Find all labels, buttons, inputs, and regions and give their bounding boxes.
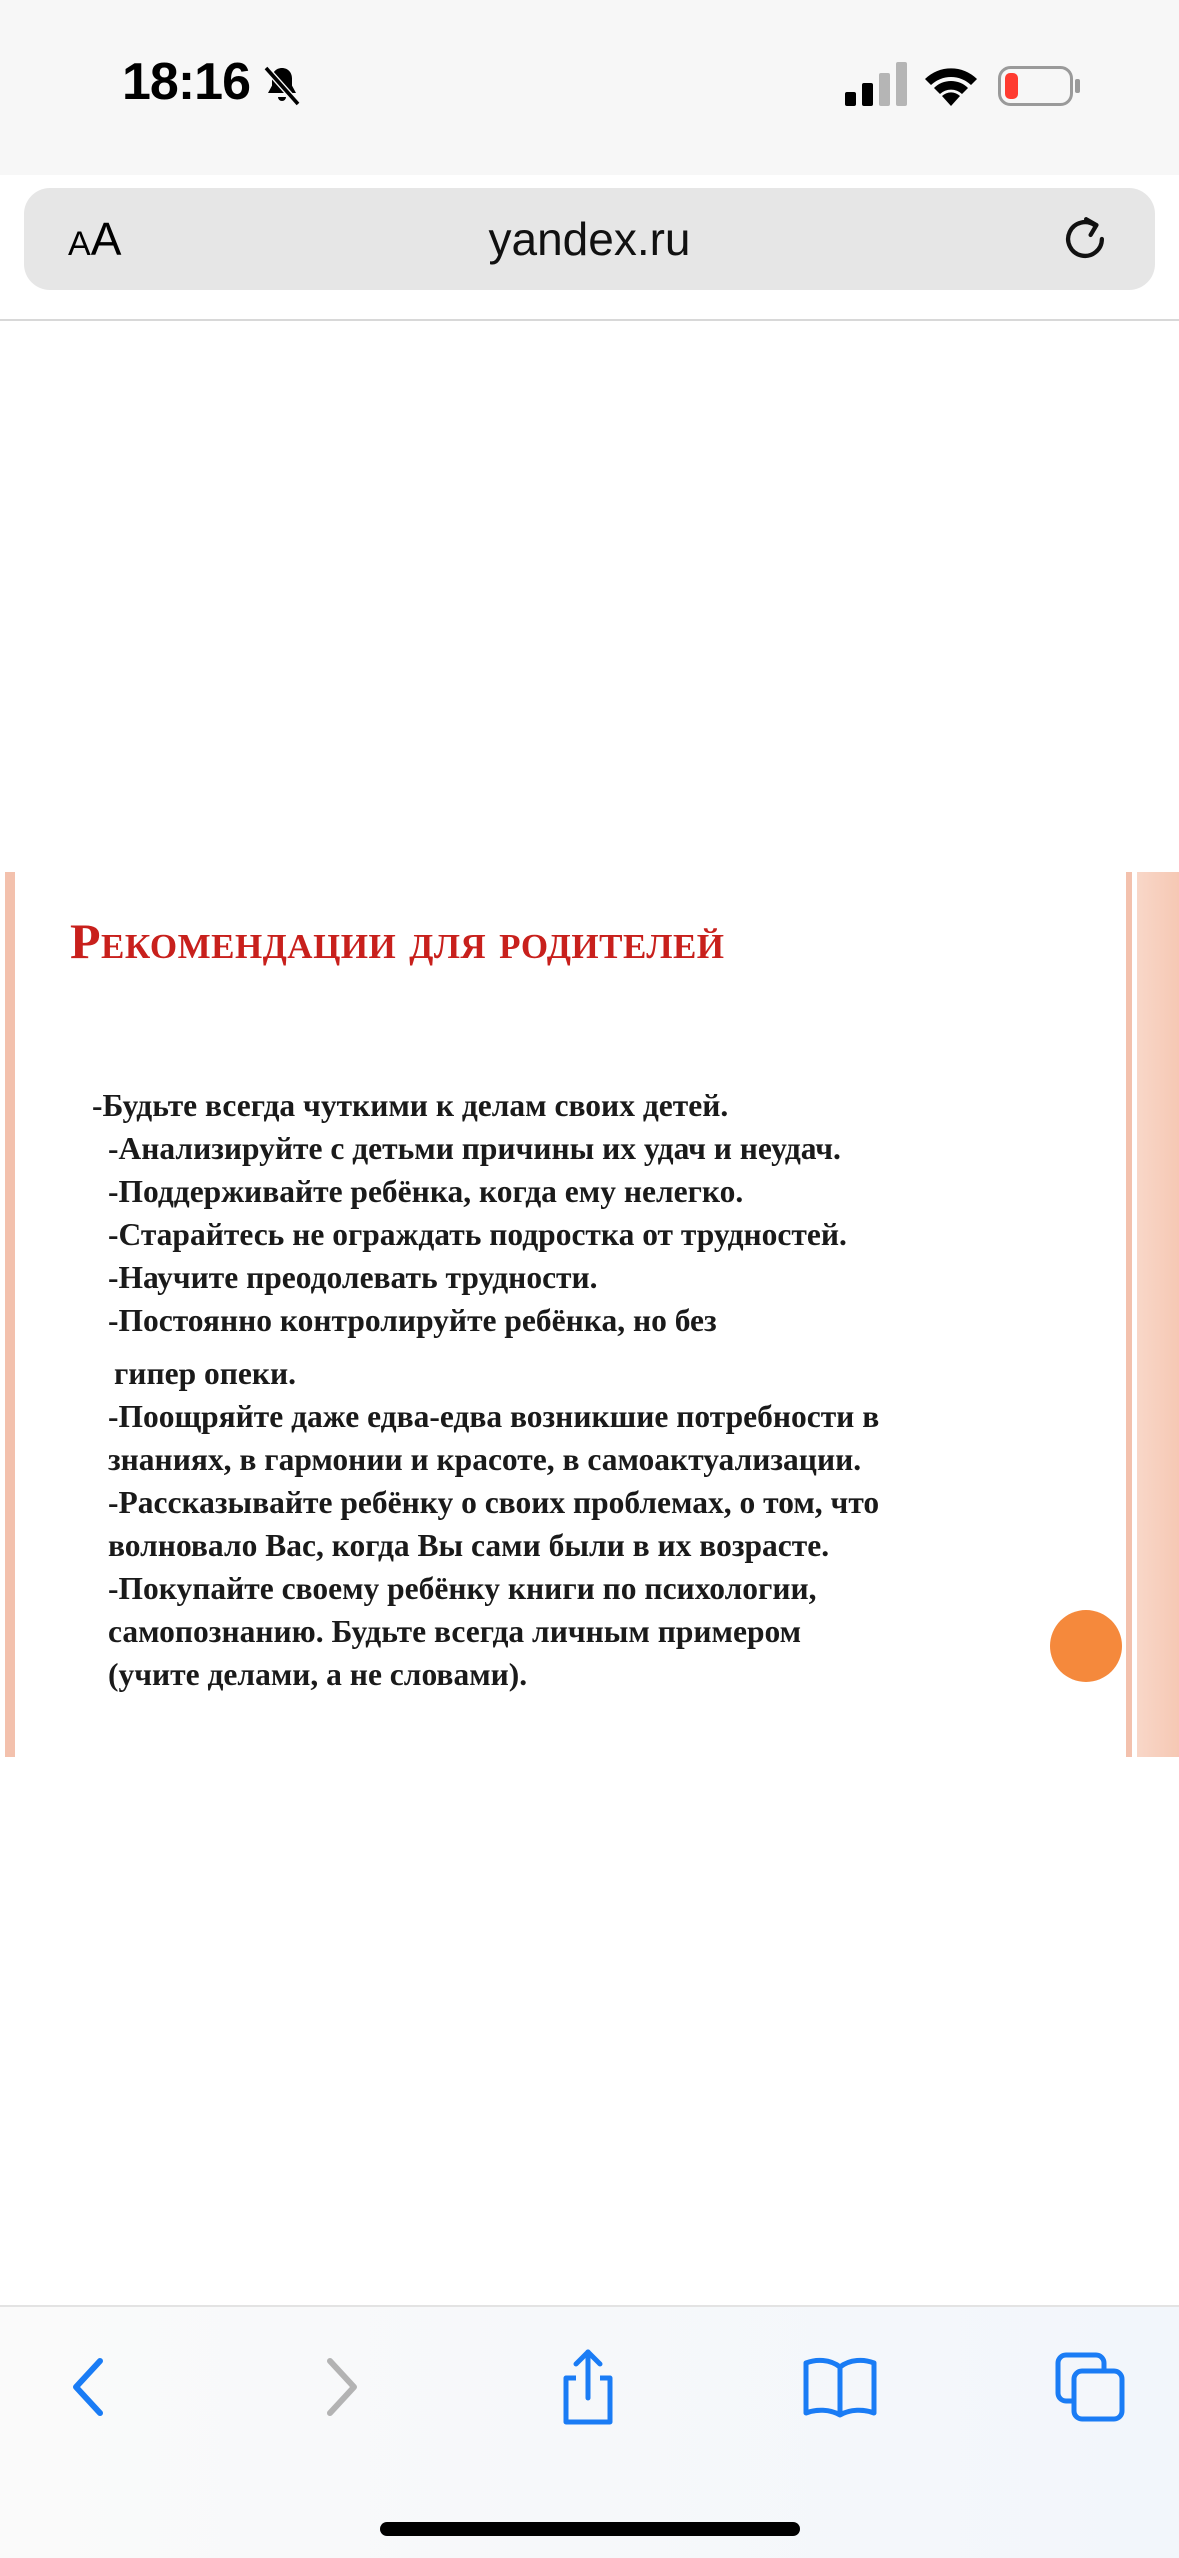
slide-line: волновало Вас, когда Вы сами были в их возрасте.	[108, 1528, 830, 1563]
status-time: 18:16	[122, 53, 250, 111]
back-button[interactable]	[48, 2347, 128, 2427]
bookmarks-button[interactable]	[800, 2347, 880, 2427]
address-bar[interactable]	[24, 188, 1155, 290]
signal-icon	[845, 62, 907, 106]
forward-button[interactable]	[302, 2347, 382, 2427]
slide-line: -Покупайте своему ребёнку книги по психологии,	[108, 1571, 817, 1606]
slide-line: -Научите преодолевать трудности.	[108, 1260, 598, 1295]
slide-image	[0, 872, 1179, 1757]
divider	[0, 319, 1179, 321]
tabs-icon	[1054, 2351, 1126, 2423]
slide-line: -Старайтесь не ограждать подростка от трудностей.	[108, 1217, 847, 1252]
slide-line: (учите делами, а не словами).	[108, 1657, 528, 1692]
slide-right-stripe	[1126, 872, 1132, 1757]
tabs-button[interactable]	[1050, 2347, 1130, 2427]
forward-icon	[320, 2355, 364, 2419]
slide-decor-dot	[1050, 1610, 1122, 1682]
slide-right-band	[1137, 872, 1179, 1757]
slide-line: самопознанию. Будьте всегда личным примером	[108, 1614, 802, 1649]
home-indicator[interactable]	[380, 2522, 800, 2536]
reload-icon[interactable]	[1058, 212, 1112, 266]
slide-left-stripe	[5, 872, 15, 1757]
slide-line: -Поощряйте даже едва-едва возникшие потребности в	[108, 1399, 880, 1434]
slide-body	[92, 1084, 1016, 1696]
share-button[interactable]	[548, 2347, 628, 2427]
bottom-toolbar	[0, 2305, 1179, 2558]
slide-line: -Поддерживайте ребёнка, когда ему нелегко.	[108, 1174, 744, 1209]
slide-line: знаниях, в гармонии и красоте, в самоактуализации.	[108, 1442, 862, 1477]
bell-slash-icon	[258, 62, 306, 110]
url-text[interactable]: yandex.ru	[488, 213, 691, 265]
share-icon	[556, 2348, 620, 2426]
slide-title: Рекомендации для родителей	[70, 913, 725, 969]
bookmarks-icon	[802, 2355, 878, 2419]
slide-line: -Анализируйте с детьми причины их удач и неудач.	[108, 1131, 841, 1166]
wifi-icon	[922, 60, 980, 106]
slide-line: -Рассказывайте ребёнку о своих проблемах, о том, что	[108, 1485, 880, 1520]
status-bar	[0, 0, 1179, 175]
slide-line: гипер опеки.	[114, 1356, 297, 1391]
battery-low-icon	[998, 66, 1082, 106]
back-icon	[66, 2355, 110, 2419]
text-size-button[interactable]: AA	[68, 213, 122, 265]
slide-line: -Постоянно контролируйте ребёнка, но без	[108, 1303, 717, 1338]
slide-line: -Будьте всегда чуткими к делам своих детей.	[92, 1088, 729, 1123]
